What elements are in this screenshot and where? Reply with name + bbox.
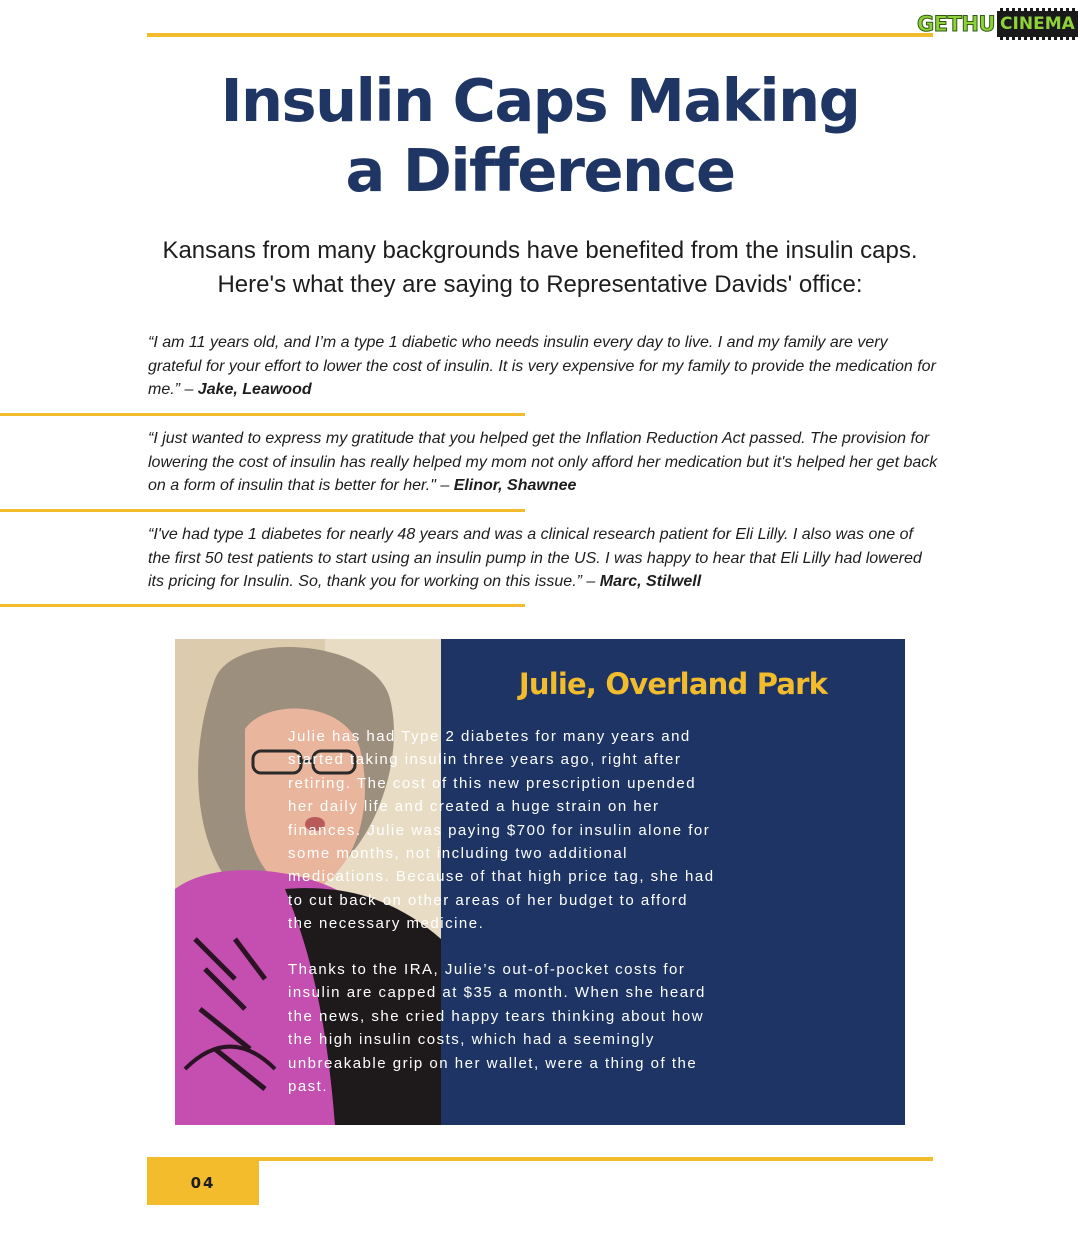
- feature-paragraph-1: Julie has had Type 2 diabetes for many years and started taking insulin three years ago, right after retiring. The cost of this new prescription upended her daily life and created a huge strain on her finances. Julie was paying $700 for insulin alone for some months, not including two additional medications. Because of that high price tag, she had to cut back on other areas of her budget to afford the necessary medicine.: [288, 728, 715, 933]
- quote-jake: [148, 331, 938, 402]
- watermark-text-primary: GETHU: [917, 12, 996, 36]
- quote-marc: [148, 523, 938, 594]
- intro-line-1: Kansans from many backgrounds have benefited from the insulin caps.: [162, 237, 918, 264]
- page-title: [0, 66, 1080, 206]
- quote-text: “I am 11 years old, and I’m a type 1 diabetic who needs insulin every day to live. I and my family are very grateful for your effort to lower the cost of insulin. It is very expensive for my family to provide the medication for me.” –: [148, 334, 936, 398]
- quote-attribution: Jake, Leawood: [197, 381, 312, 398]
- page-title-line-2: a Difference: [345, 136, 735, 205]
- page-number: 04: [190, 1173, 216, 1192]
- quote-text: “I've had type 1 diabetes for nearly 48 years and was a clinical research patient for Eli Lilly. I also was one of the first 50 test patients to start using an insulin pump in the US. I was happy to hear that Eli Lilly had lowered its pricing for Insulin. So, thank you for working on this issue.” –: [148, 526, 922, 590]
- intro-text: [140, 234, 940, 302]
- watermark-logo: [917, 5, 1080, 43]
- feature-title: Julie, Overland Park: [518, 667, 828, 701]
- quote-divider: [0, 413, 525, 416]
- top-rule: [147, 33, 933, 37]
- quote-elinor: [148, 427, 938, 498]
- page-title-line-1: Insulin Caps Making: [220, 66, 860, 135]
- bottom-rule: [147, 1157, 933, 1161]
- quote-attribution: Elinor, Shawnee: [453, 477, 577, 494]
- quote-divider: [0, 604, 525, 607]
- page-number-tab: [147, 1160, 259, 1205]
- quote-attribution: Marc, Stilwell: [599, 573, 702, 590]
- feature-paragraph-2: Thanks to the IRA, Julie’s out-of-pocket costs for insulin are capped at $35 a month. When she heard the news, she cried happy tears thinking about how the high insulin costs, which had a seemingly unbreakable grip on her wallet, were a thing of the past.: [288, 961, 706, 1096]
- quote-divider: [0, 509, 525, 512]
- intro-line-2: Here's what they are saying to Representative Davids' office:: [217, 271, 863, 298]
- quote-text: “I just wanted to express my gratitude that you helped get the Inflation Reduction Act passed. The provision for lowering the cost of insulin has really helped my mom not only afford her medication but it's helped her get back on a form of insulin that is better for her." –: [148, 430, 938, 494]
- watermark-text-secondary: CINEMA: [997, 8, 1078, 40]
